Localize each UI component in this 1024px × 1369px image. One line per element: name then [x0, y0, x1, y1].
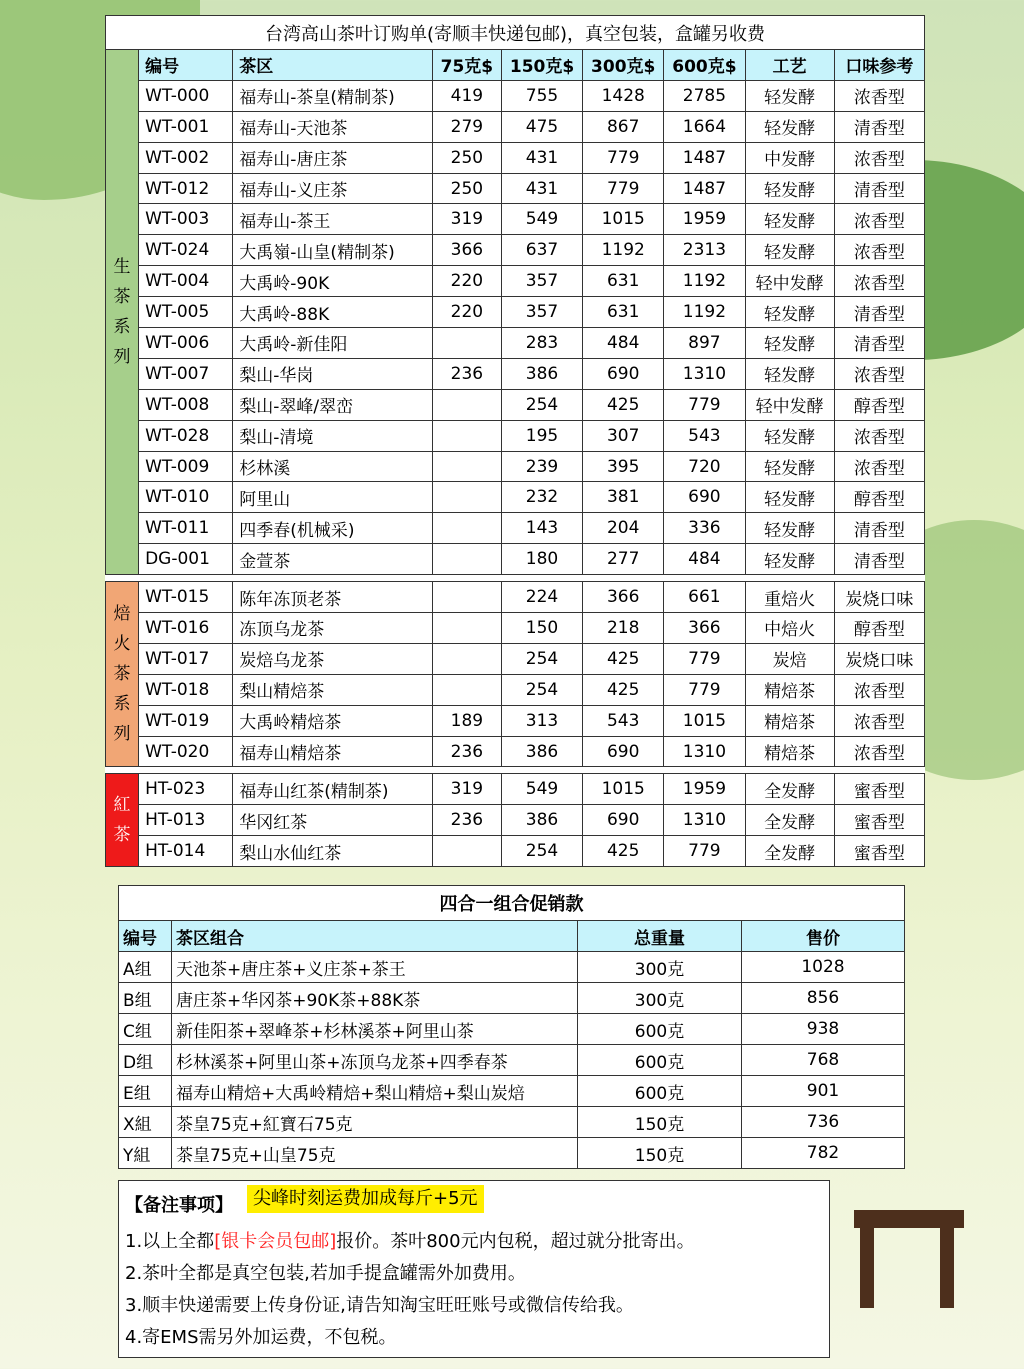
table-cell: 清香型 — [834, 173, 924, 204]
table-cell: 543 — [583, 705, 664, 736]
column-header: 600克$ — [664, 50, 745, 81]
table-cell: 1192 — [664, 266, 745, 297]
table-cell: 779 — [583, 173, 664, 204]
column-header: 总重量 — [578, 921, 742, 952]
table-cell: 768 — [742, 1045, 905, 1076]
section-label: 生茶系列 — [106, 50, 139, 575]
table-cell: WT-016 — [139, 613, 233, 644]
column-header: 售价 — [742, 921, 905, 952]
table-cell: 1428 — [583, 80, 664, 111]
table-cell: 1959 — [664, 774, 745, 805]
table-cell: 690 — [583, 736, 664, 767]
table-cell: 897 — [664, 328, 745, 359]
table-cell: 大禹岭-新佳阳 — [233, 328, 432, 359]
table-cell: 600克 — [578, 1014, 742, 1045]
table-cell: 319 — [432, 204, 501, 235]
table-cell: 精焙茶 — [745, 705, 834, 736]
table-title: 台湾高山茶叶订购单(寄顺丰快递包邮)，真空包装，盒罐另收费 — [106, 16, 925, 50]
table-cell: 新佳阳茶+翠峰茶+杉林溪茶+阿里山茶 — [172, 1014, 578, 1045]
table-cell: DG-001 — [139, 544, 233, 575]
table-cell: 425 — [583, 389, 664, 420]
table-cell: 轻中发酵 — [745, 389, 834, 420]
table-cell: 283 — [501, 328, 582, 359]
table-cell: 福寿山-唐庄茶 — [233, 142, 432, 173]
table-row — [106, 774, 925, 805]
table-cell: 浓香型 — [834, 142, 924, 173]
table-cell — [432, 513, 501, 544]
table-cell: 1015 — [583, 774, 664, 805]
table-cell: 1192 — [664, 297, 745, 328]
table-cell: 茶皇75克+山皇75克 — [172, 1138, 578, 1169]
table-cell: 浓香型 — [834, 674, 924, 705]
table-cell — [432, 643, 501, 674]
section-label: 紅茶 — [106, 774, 139, 867]
table-cell: 755 — [501, 80, 582, 111]
note-line: 4.寄EMS需另外加运费，不包税。 — [125, 1327, 397, 1348]
table-cell — [432, 389, 501, 420]
table-cell: 386 — [501, 358, 582, 389]
table-cell: 福寿山红茶(精制茶) — [233, 774, 432, 805]
table-cell: WT-011 — [139, 513, 233, 544]
table-cell: 431 — [501, 173, 582, 204]
table-cell: 690 — [583, 805, 664, 836]
section-label: 焙火茶系列 — [106, 582, 139, 767]
table-cell: D组 — [119, 1045, 172, 1076]
table-cell: 轻发酵 — [745, 235, 834, 266]
table-cell: 浓香型 — [834, 80, 924, 111]
table-row — [106, 451, 925, 482]
table-cell: 梨山-翠峰/翠峦 — [233, 389, 432, 420]
table-cell: 779 — [664, 389, 745, 420]
table-cell: 全发酵 — [745, 774, 834, 805]
table-row — [106, 80, 925, 111]
background-bench — [854, 1210, 964, 1228]
table-cell: 杉林溪茶+阿里山茶+冻顶乌龙茶+四季春茶 — [172, 1045, 578, 1076]
table-cell: 254 — [501, 674, 582, 705]
table-cell: A组 — [119, 952, 172, 983]
combo-row — [119, 1045, 905, 1076]
table-cell: WT-001 — [139, 111, 233, 142]
table-cell: 轻发酵 — [745, 513, 834, 544]
combo-row — [119, 1107, 905, 1138]
table-row — [106, 544, 925, 575]
table-cell: 224 — [501, 582, 582, 613]
table-cell — [432, 420, 501, 451]
table-cell: 金萱茶 — [233, 544, 432, 575]
table-cell — [432, 836, 501, 867]
table-cell: Y組 — [119, 1138, 172, 1169]
table-cell: WT-018 — [139, 674, 233, 705]
table-cell: 炭烧口味 — [834, 643, 924, 674]
table-cell: 天池茶+唐庄茶+义庄茶+茶王 — [172, 952, 578, 983]
table-cell: E组 — [119, 1076, 172, 1107]
table-cell: 549 — [501, 204, 582, 235]
table-cell: 炭焙乌龙茶 — [233, 643, 432, 674]
price-table — [105, 15, 925, 867]
table-cell: 浓香型 — [834, 736, 924, 767]
table-cell: 1028 — [742, 952, 905, 983]
table-cell: 357 — [501, 266, 582, 297]
note-line: 3.顺丰快递需要上传身份证,请告知淘宝旺旺账号或微信传给我。 — [125, 1295, 634, 1316]
table-cell: 梨山水仙红茶 — [233, 836, 432, 867]
table-row — [106, 420, 925, 451]
table-cell: 轻发酵 — [745, 328, 834, 359]
table-cell: 631 — [583, 297, 664, 328]
table-cell: 浓香型 — [834, 420, 924, 451]
table-cell: X組 — [119, 1107, 172, 1138]
table-cell: 轻发酵 — [745, 544, 834, 575]
table-cell: 炭烧口味 — [834, 582, 924, 613]
combo-row — [119, 1138, 905, 1169]
table-cell: 220 — [432, 297, 501, 328]
table-cell: 全发酵 — [745, 805, 834, 836]
table-cell: 唐庄茶+华冈茶+90K茶+88K茶 — [172, 983, 578, 1014]
column-header: 口味参考 — [834, 50, 924, 81]
table-cell: WT-006 — [139, 328, 233, 359]
table-row — [106, 513, 925, 544]
table-cell: 大禹岭-90K — [233, 266, 432, 297]
table-cell: 386 — [501, 736, 582, 767]
table-cell: WT-003 — [139, 204, 233, 235]
table-cell: 冻顶乌龙茶 — [233, 613, 432, 644]
table-cell: 梨山-清境 — [233, 420, 432, 451]
combo-row — [119, 983, 905, 1014]
column-header: 工艺 — [745, 50, 834, 81]
table-cell: 779 — [664, 643, 745, 674]
table-cell: WT-020 — [139, 736, 233, 767]
table-cell: 600克 — [578, 1076, 742, 1107]
table-cell — [432, 674, 501, 705]
table-cell: 1487 — [664, 142, 745, 173]
table-cell: 华冈红茶 — [233, 805, 432, 836]
table-cell: 醇香型 — [834, 389, 924, 420]
table-cell: 220 — [432, 266, 501, 297]
table-cell: 425 — [583, 674, 664, 705]
section-divider — [106, 575, 925, 582]
table-row — [106, 142, 925, 173]
table-cell: 福寿山-义庄茶 — [233, 173, 432, 204]
table-cell: 779 — [664, 674, 745, 705]
table-cell: 轻发酵 — [745, 204, 834, 235]
section-divider — [106, 767, 925, 774]
table-cell: 清香型 — [834, 111, 924, 142]
table-cell: 319 — [432, 774, 501, 805]
table-cell: WT-024 — [139, 235, 233, 266]
table-cell: 四季春(机械采) — [233, 513, 432, 544]
column-header: 75克$ — [432, 50, 501, 81]
combo-row — [119, 952, 905, 983]
table-cell: 549 — [501, 774, 582, 805]
table-cell: WT-002 — [139, 142, 233, 173]
table-cell: B组 — [119, 983, 172, 1014]
table-cell: 143 — [501, 513, 582, 544]
notes-highlight: 尖峰时刻运费加成每斤+5元 — [247, 1185, 484, 1213]
table-cell: 蜜香型 — [834, 805, 924, 836]
notes-box — [118, 1180, 830, 1358]
table-cell: 901 — [742, 1076, 905, 1107]
table-row — [106, 358, 925, 389]
table-cell: 浓香型 — [834, 358, 924, 389]
table-row — [106, 705, 925, 736]
table-row — [106, 643, 925, 674]
table-cell: 全发酵 — [745, 836, 834, 867]
table-cell: 254 — [501, 643, 582, 674]
table-cell: 236 — [432, 736, 501, 767]
table-cell: 1487 — [664, 173, 745, 204]
table-cell — [432, 582, 501, 613]
table-row — [106, 111, 925, 142]
table-cell — [432, 544, 501, 575]
table-cell: 313 — [501, 705, 582, 736]
table-cell: 254 — [501, 389, 582, 420]
table-row — [106, 805, 925, 836]
column-header: 300克$ — [583, 50, 664, 81]
background-bench-leg — [940, 1228, 954, 1308]
table-cell: 250 — [432, 173, 501, 204]
table-cell: WT-008 — [139, 389, 233, 420]
table-cell: 轻发酵 — [745, 111, 834, 142]
table-row — [106, 297, 925, 328]
column-header: 150克$ — [501, 50, 582, 81]
table-cell: 轻发酵 — [745, 297, 834, 328]
table-cell: HT-023 — [139, 774, 233, 805]
table-row — [106, 736, 925, 767]
note-line: 2.茶叶全都是真空包装,若加手提盒罐需外加费用。 — [125, 1263, 526, 1284]
table-cell: 779 — [583, 142, 664, 173]
table-cell: 250 — [432, 142, 501, 173]
table-cell: 357 — [501, 297, 582, 328]
table-cell: 232 — [501, 482, 582, 513]
table-row — [106, 389, 925, 420]
table-cell: 856 — [742, 983, 905, 1014]
table-row — [106, 235, 925, 266]
table-cell: 轻发酵 — [745, 358, 834, 389]
table-cell: 茶皇75克+紅寶石75克 — [172, 1107, 578, 1138]
table-cell: WT-007 — [139, 358, 233, 389]
table-cell: 150克 — [578, 1138, 742, 1169]
table-cell: 690 — [664, 482, 745, 513]
table-cell — [432, 482, 501, 513]
table-cell: 720 — [664, 451, 745, 482]
table-cell: 1310 — [664, 805, 745, 836]
table-cell: 梨山-华岗 — [233, 358, 432, 389]
table-cell: WT-010 — [139, 482, 233, 513]
table-cell: 366 — [664, 613, 745, 644]
table-cell: 189 — [432, 705, 501, 736]
table-row — [106, 613, 925, 644]
table-cell: 福寿山-茶王 — [233, 204, 432, 235]
table-cell: 782 — [742, 1138, 905, 1169]
table-cell: 425 — [583, 836, 664, 867]
table-cell: 239 — [501, 451, 582, 482]
table-cell: 236 — [432, 805, 501, 836]
table-cell: 2313 — [664, 235, 745, 266]
table-cell: 大禹岭精焙茶 — [233, 705, 432, 736]
table-cell: WT-004 — [139, 266, 233, 297]
table-cell: 重焙火 — [745, 582, 834, 613]
table-cell: 醇香型 — [834, 613, 924, 644]
table-row — [106, 582, 925, 613]
notes-heading: 【备注事项】 — [125, 1195, 233, 1216]
combo-row — [119, 1014, 905, 1045]
combo-title: 四合一组合促销款 — [119, 886, 905, 921]
table-cell: WT-005 — [139, 297, 233, 328]
table-cell: 1015 — [583, 204, 664, 235]
table-cell: 福寿山-天池茶 — [233, 111, 432, 142]
table-cell: 195 — [501, 420, 582, 451]
column-header: 茶区组合 — [172, 921, 578, 952]
table-cell: 307 — [583, 420, 664, 451]
table-cell: 484 — [583, 328, 664, 359]
table-cell — [432, 328, 501, 359]
table-cell: 386 — [501, 805, 582, 836]
table-cell: 福寿山精焙茶 — [233, 736, 432, 767]
table-cell: 425 — [583, 643, 664, 674]
table-cell: WT-028 — [139, 420, 233, 451]
table-cell: 中焙火 — [745, 613, 834, 644]
table-cell: 大禹嶺-山皇(精制茶) — [233, 235, 432, 266]
table-cell: 690 — [583, 358, 664, 389]
table-cell: 484 — [664, 544, 745, 575]
table-cell: 631 — [583, 266, 664, 297]
table-cell: 浓香型 — [834, 451, 924, 482]
table-cell: WT-019 — [139, 705, 233, 736]
combo-row — [119, 1076, 905, 1107]
table-cell: 大禹岭-88K — [233, 297, 432, 328]
table-cell: HT-014 — [139, 836, 233, 867]
note-line: 1.以上全都[银卡会员包邮]报价。茶叶800元内包税，超过就分批寄出。 — [125, 1231, 695, 1252]
column-header: 茶区 — [233, 50, 432, 81]
table-cell: 清香型 — [834, 297, 924, 328]
table-cell: 277 — [583, 544, 664, 575]
table-cell: 150克 — [578, 1107, 742, 1138]
table-row — [106, 173, 925, 204]
table-row — [106, 674, 925, 705]
table-cell — [432, 613, 501, 644]
table-cell: 1310 — [664, 736, 745, 767]
table-cell: WT-017 — [139, 643, 233, 674]
table-cell: 475 — [501, 111, 582, 142]
column-header: 编号 — [139, 50, 233, 81]
table-cell: 轻发酵 — [745, 482, 834, 513]
table-cell: WT-009 — [139, 451, 233, 482]
table-row — [106, 266, 925, 297]
table-cell: 阿里山 — [233, 482, 432, 513]
table-cell: 366 — [583, 582, 664, 613]
table-cell: 1015 — [664, 705, 745, 736]
table-cell: 中发酵 — [745, 142, 834, 173]
table-cell: 浓香型 — [834, 235, 924, 266]
table-cell: 蜜香型 — [834, 836, 924, 867]
table-cell: 清香型 — [834, 544, 924, 575]
table-cell: 736 — [742, 1107, 905, 1138]
table-cell: 419 — [432, 80, 501, 111]
combo-table — [118, 885, 905, 1169]
table-cell: 1664 — [664, 111, 745, 142]
table-row — [106, 204, 925, 235]
table-cell: C组 — [119, 1014, 172, 1045]
table-cell: 366 — [432, 235, 501, 266]
table-cell: 300克 — [578, 983, 742, 1014]
table-cell: 236 — [432, 358, 501, 389]
table-cell: 395 — [583, 451, 664, 482]
table-cell: 精焙茶 — [745, 674, 834, 705]
table-cell: 蜜香型 — [834, 774, 924, 805]
table-row — [106, 836, 925, 867]
table-cell: 福寿山-茶皇(精制茶) — [233, 80, 432, 111]
table-cell: 陈年冻顶老茶 — [233, 582, 432, 613]
table-cell: WT-000 — [139, 80, 233, 111]
table-cell: 精焙茶 — [745, 736, 834, 767]
table-cell: 炭焙 — [745, 643, 834, 674]
table-cell: 218 — [583, 613, 664, 644]
table-cell: 779 — [664, 836, 745, 867]
member-highlight: [银卡会员包邮] — [214, 1231, 337, 1252]
table-cell: 杉林溪 — [233, 451, 432, 482]
table-cell: 543 — [664, 420, 745, 451]
table-cell: 轻发酵 — [745, 80, 834, 111]
table-row — [106, 328, 925, 359]
table-cell: 279 — [432, 111, 501, 142]
table-cell: 867 — [583, 111, 664, 142]
table-cell: 醇香型 — [834, 482, 924, 513]
table-cell: 轻发酵 — [745, 451, 834, 482]
table-cell: 254 — [501, 836, 582, 867]
table-cell — [432, 451, 501, 482]
table-cell: 1310 — [664, 358, 745, 389]
table-cell: 300克 — [578, 952, 742, 983]
table-cell: 2785 — [664, 80, 745, 111]
table-cell: 150 — [501, 613, 582, 644]
table-cell: 204 — [583, 513, 664, 544]
table-cell: 福寿山精焙+大禹岭精焙+梨山精焙+梨山炭焙 — [172, 1076, 578, 1107]
column-header: 编号 — [119, 921, 172, 952]
table-cell: 浓香型 — [834, 204, 924, 235]
table-cell: 梨山精焙茶 — [233, 674, 432, 705]
table-cell: 381 — [583, 482, 664, 513]
table-cell: 637 — [501, 235, 582, 266]
table-cell: 轻发酵 — [745, 420, 834, 451]
table-cell: 661 — [664, 582, 745, 613]
table-cell: 600克 — [578, 1045, 742, 1076]
table-cell: 清香型 — [834, 328, 924, 359]
table-cell: 938 — [742, 1014, 905, 1045]
table-row — [106, 482, 925, 513]
table-cell: 336 — [664, 513, 745, 544]
table-cell: 1959 — [664, 204, 745, 235]
table-cell: WT-012 — [139, 173, 233, 204]
table-cell: 清香型 — [834, 513, 924, 544]
table-cell: 431 — [501, 142, 582, 173]
table-cell: 浓香型 — [834, 266, 924, 297]
table-cell: HT-013 — [139, 805, 233, 836]
table-cell: 浓香型 — [834, 705, 924, 736]
table-cell: 1192 — [583, 235, 664, 266]
table-cell: 轻发酵 — [745, 173, 834, 204]
table-cell: 轻中发酵 — [745, 266, 834, 297]
table-cell: WT-015 — [139, 582, 233, 613]
table-cell: 180 — [501, 544, 582, 575]
background-bench-leg — [860, 1228, 874, 1308]
